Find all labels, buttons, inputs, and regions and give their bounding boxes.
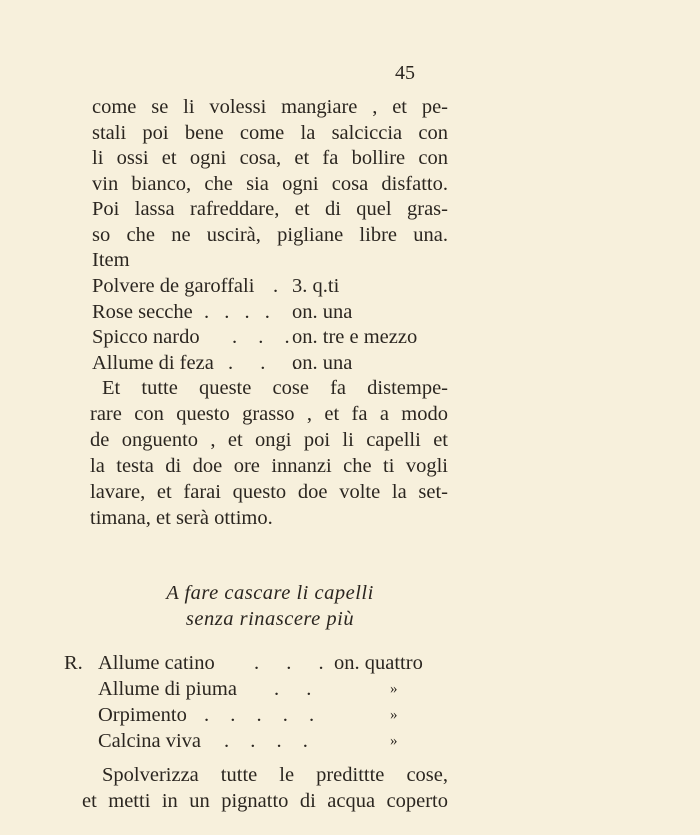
ingredient-dots: . (273, 275, 279, 297)
ingredient-quantity: on. quattro (334, 652, 423, 674)
text-line: timana, et serà ottimo. (90, 507, 273, 529)
ingredient-dots: . . . (232, 326, 298, 348)
ingredient-quantity: » (390, 733, 398, 749)
text-line: la testa di doe ore innanzi che ti vogli (90, 455, 448, 477)
ingredient-name: Calcina viva (98, 730, 202, 752)
page-number: 45 (395, 62, 415, 84)
ingredient-dots: . . . . (224, 730, 316, 752)
ingredient-quantity: on. una (292, 351, 353, 374)
ingredient-name: Polvere de garoffali (92, 275, 255, 297)
item-label: Item (92, 249, 130, 271)
ingredient-name: Allume di piuma (98, 678, 237, 700)
ingredient-name: Allume catino (98, 652, 215, 674)
ingredient-name: Rose secche (92, 300, 193, 323)
recipe-title-line-2: senza rinascere più (185, 608, 355, 630)
text-line: Et tutte queste cose fa distempe- (102, 377, 448, 399)
text-line: lavare, et farai questo doe volte la set- (90, 481, 448, 503)
text-line: li ossi et ogni cosa, et fa bollire con (92, 147, 448, 169)
ingredient-name: Spicco nardo (92, 326, 200, 348)
ingredient-quantity: on. una (292, 300, 353, 323)
ingredient-dots: . . . . . (204, 704, 323, 726)
ingredient-quantity: 3. q.ti (292, 275, 340, 297)
ingredient-quantity: » (390, 681, 398, 697)
text-line: vin bianco, che sia ogni cosa disfatto. (92, 172, 448, 195)
ingredient-name: Allume di feza (92, 351, 214, 374)
ingredient-dots: . . . . (204, 300, 275, 323)
text-line: de onguento , et ongi poi li capelli et (90, 429, 448, 451)
text-line: et metti in un pignatto di acqua coperto (82, 790, 448, 812)
text-line: stali poi bene come la salciccia con (92, 121, 448, 144)
ingredient-quantity: on. tre e mezzo (292, 326, 418, 348)
ingredient-name: Orpimento (98, 704, 187, 726)
text-line: Spolverizza tutte le predittte cose, (102, 764, 448, 786)
ingredient-dots: . . (274, 678, 323, 700)
recipe-title-line-1: A fare cascare li capelli (166, 582, 374, 604)
recipe-marker: R. (64, 652, 83, 674)
ingredient-dots: . . . (228, 351, 309, 374)
text-line: Poi lassa rafreddare, et di quel gras- (92, 198, 448, 220)
text-line: so che ne uscirà, pigliane libre una. (92, 223, 448, 246)
ingredient-dots: . . . (254, 652, 335, 674)
text-line: rare con questo grasso , et fa a modo (90, 403, 448, 425)
ingredient-quantity: » (390, 707, 398, 723)
text-line: come se li volessi mangiare , et pe- (92, 96, 448, 118)
